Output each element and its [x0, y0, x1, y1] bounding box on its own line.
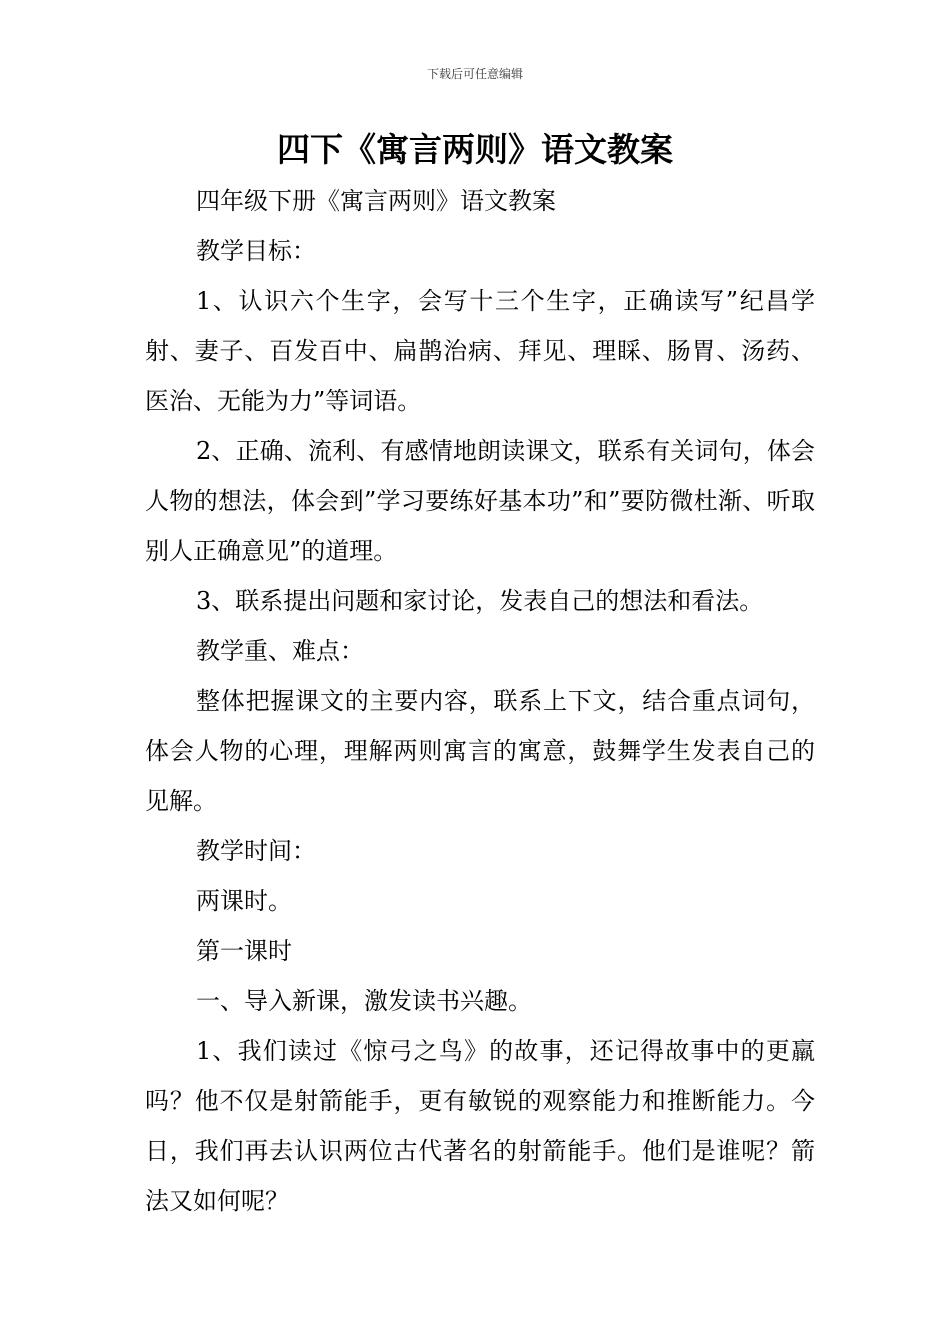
paragraph-goal-3: 3、联系提出问题和家讨论，发表自己的想法和看法。: [196, 587, 764, 615]
paragraph-time: 两课时。: [196, 887, 292, 915]
paragraph-goal-2: 2、正确、流利、有感情地朗读课文，联系有关词句，体会人物的想法，体会到”学习要练好基本功”和”要防微杜渐、听取别人正确意见”的道理。: [145, 437, 815, 565]
header-note: 下载后可任意编辑: [426, 67, 523, 81]
paragraph-key-points-heading: 教学重、难点：: [196, 637, 364, 665]
paragraph-subtitle: 四年级下册《寓言两则》语文教案: [196, 187, 556, 215]
document-body: [145, 176, 815, 1226]
paragraph-goals-heading: 教学目标：: [196, 237, 316, 265]
paragraph-key-points: 整体把握课文的主要内容，联系上下文，结合重点词句，体会人物的心理，理解两则寓言的寓意，鼓舞学生发表自己的见解。: [145, 687, 815, 815]
paragraph-time-heading: 教学时间：: [196, 837, 316, 865]
document-title: 四下《寓言两则》语文教案: [277, 130, 673, 169]
paragraph-intro-heading: 一、导入新课，激发读书兴趣。: [196, 987, 532, 1015]
paragraph-lesson-one: 第一课时: [196, 937, 292, 965]
paragraph-intro: 1、我们读过《惊弓之鸟》的故事，还记得故事中的更羸吗？他不仅是射箭能手，更有敏锐的观察能力和推断能力。今日，我们再去认识两位古代著名的射箭能手。他们是谁呢？箭法又如何呢？: [145, 1037, 815, 1215]
paragraph-goal-1: 1、认识六个生字，会写十三个生字，正确读写”纪昌学射、妻子、百发百中、扁鹊治病、拜见、理睬、肠胃、汤药、医治、无能为力”等词语。: [145, 287, 815, 415]
